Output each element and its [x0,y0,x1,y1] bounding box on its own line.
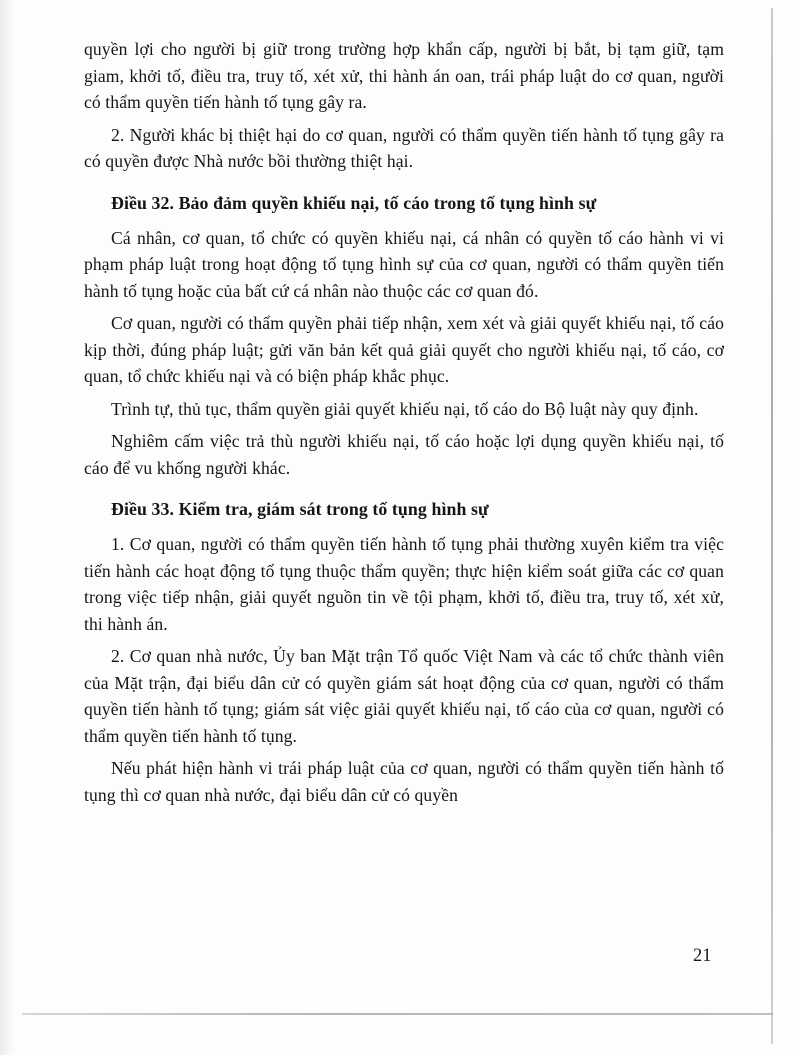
scan-artifact-right-line [771,8,773,1044]
scan-artifact-bottom-line [22,1013,773,1015]
article-heading-dieu-33: Điều 33. Kiểm tra, giám sát trong tố tụng hình sự [111,499,489,519]
paragraph: Nếu phát hiện hành vi trái pháp luật của cơ quan, người có thẩm quyền tiến hành tố tụng thì cơ quan nhà nước, đại biểu dân cử có quyền [84,758,724,805]
paragraph: 1. Cơ quan, người có thẩm quyền tiến hành tố tụng phải thường xuyên kiểm tra việc tiến hành các hoạt động tố tụng thuộc thẩm quyền; thực hiện kiểm soát giữa các cơ quan trong việc tiếp nhận, giải quyết nguồn tin về tội phạm, khởi tố, điều tra, truy tố, xét xử, thi hành án. [84,534,724,634]
paragraph: Trình tự, thủ tục, thẩm quyền giải quyết khiếu nại, tố cáo do Bộ luật này quy định. [111,398,699,419]
paragraph-continuation: quyền lợi cho người bị giữ trong trường hợp khẩn cấp, người bị bắt, bị tạm giữ, tạm giam, khởi tố, điều tra, truy tố, xét xử, thi hành án oan, trái pháp luật do cơ quan, người có thẩm quyền tiến hành tố tụng gây ra. [84,39,724,112]
article-heading-dieu-32: Điều 32. Bảo đảm quyền khiếu nại, tố cáo trong tố tụng hình sự [111,192,597,213]
paragraph: 2. Cơ quan nhà nước, Ủy ban Mặt trận Tổ quốc Việt Nam và các tổ chức thành viên của Mặt trận, đại biểu dân cử có quyền giám sát hoạt động của cơ quan, người có thẩm quyền tiến hành tố tụng; giám sát việc giải quyết khiếu nại, tố cáo của cơ quan, người có thẩm quyền tiến hành tố tụng. [84,646,724,746]
scan-artifact-left-shade [0,0,14,1055]
paragraph: Cá nhân, cơ quan, tổ chức có quyền khiếu nại, cá nhân có quyền tố cáo hành vi vi phạm pháp luật trong hoạt động tố tụng hình sự của cơ quan, người có thẩm quyền tiến hành tố tụng hoặc của bất cứ cá nhân nào thuộc các cơ quan đó. [84,227,724,301]
paragraph: Cơ quan, người có thẩm quyền phải tiếp nhận, xem xét và giải quyết khiếu nại, tố cáo kịp thời, đúng pháp luật; gửi văn bản kết quả giải quyết cho người khiếu nại, tố cáo, cơ quan, tổ chức khiếu nại và có biện pháp khắc phục. [84,313,724,386]
paragraph: Nghiêm cấm việc trả thù người khiếu nại, tố cáo hoặc lợi dụng quyền khiếu nại, tố cáo để vu khống người khác. [84,431,724,478]
paragraph: 2. Người khác bị thiệt hại do cơ quan, người có thẩm quyền tiến hành tố tụng gây ra có quyền được Nhà nước bồi thường thiệt hại. [84,124,724,171]
page-number: 21 [693,946,712,966]
page-content [84,36,724,814]
